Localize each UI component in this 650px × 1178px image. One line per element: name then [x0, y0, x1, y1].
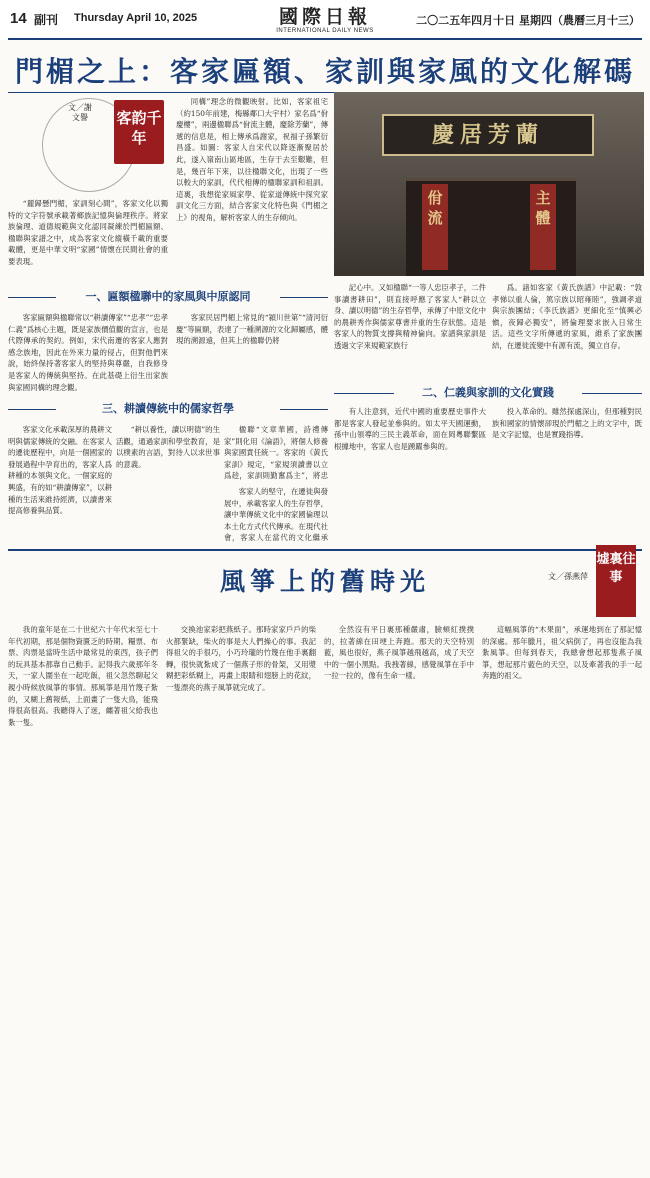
- article2-column-2: 交換池家彩把燕紙子。那時家家戶戶的柴火都緊缺，柴火的事是大人們操心的事。我記得祖父的手很巧，小巧玲瓏的竹篾在他手裏翻轉，很快就紮成了一個燕子形的骨架，又用漿糊把彩紙糊上，再畫上眼睛和翅膀上的花紋，一隻漂亮的燕子風箏就完成了。: [166, 625, 316, 692]
- logo-english: INTERNATIONAL DAILY NEWS: [276, 28, 374, 34]
- article2-column-3: 全然沒有平日裏那種嚴肅，臉頰紅撲撲的，拉著線在田埂上奔跑。那天的天空特別藍，風也很好，燕子風箏越飛越高，成了天空中的一個小黑點。我拽著線，感覺風箏在手中一拉一拉的，像有生命一樣。: [324, 625, 474, 681]
- article2-column-1: 我的童年是在二十世紀六十年代末至七十年代初期，那是個物資匱乏的時期。糧票、布票、肉票是當時生活中最常見的東西，孩子們的玩具基本都靠自己動手。記得我六歲那年冬天，一家人圍坐在一起吃飯，祖父忽然聊起父親小時候放風箏的事情。那風箏是用竹篾子紮的，又糊上舊報紙，上面畫了一隻大鳥，能飛得很高很高。我聽得入了迷，纏著祖父給我也紮一隻。: [8, 625, 158, 727]
- section1-title: 一、匾額楹聯中的家風與中原認同: [8, 288, 328, 306]
- logo-chinese: 國際日報: [278, 6, 371, 28]
- article1-column-4: 爲。諸如客家《黃氏族譜》中記載：“敦孝悌以重人倫，篤宗族以昭雍睦”，強調孝道與宗族團結；《李氏族譜》更細化至“慎興必愼，夜歸必獨安”，將倫理要求嵌入日常生活。這些文字所傳遞的家風，維系了家族團結，在遷徙流變中有源有流，獨立自存。: [492, 283, 642, 350]
- date-chinese: 二〇二五年四月十日 星期四（農曆三月十三）: [416, 14, 640, 27]
- section1-column-b: 客家民居門楣上常見的“潁川世第”“清河衍慶”等匾額，表達了一種溯源的文化歸屬感，體現的溯源遠，但其上的楹聯仍將: [176, 313, 328, 346]
- photo-plaque: 慶居芳蘭: [382, 114, 594, 156]
- photo-couplet-left: 佾流: [422, 184, 448, 270]
- section-name: 副刊: [34, 13, 59, 27]
- photo-couplet-right: 主體: [530, 184, 556, 270]
- section2-column-a: 有人注意到，近代中國的重要歷史事件大都是客家人發起並參與的。如太平天國運動，孫中山領導的三民主義革命，面在岡粵聯繫區根據地中，客家人也是踴躍參與的。: [334, 407, 486, 451]
- newspaper-logo: [262, 6, 388, 34]
- section3-column-a: 客家文化承載深厚的農耕文明與儒家傳統的交融。在客家人的遷徙歷程中，向是一個國家的發展過程中孕育出的，客家人爲耕種的本領與文化。一個家庭的興盛，有的如“耕讀傳家”，以耕種的生活來維持經濟，以讀書來提高修養與品質。: [8, 425, 112, 516]
- section2-title: 二、仁義與家訓的文化實踐: [334, 384, 642, 402]
- page-number: 14: [10, 10, 27, 27]
- article1-column-2: 同構”理念的微觀映射。比如，客家祖宅（約150年前建，梅縣鄰口大宇村）家名爲“佾慶樓”，兩邊楹聯爲“佾流主體，慶除芳蘭”，傳遞的信息是，相上傳承爲謝家，祝福子孫繁衍昌盛。如圖：客家人自宋代以降逐漸聚居於此，遂入嶺南山區地區，生存于去至艱難，但是，幾百年下來，以往楹聯文化，出現了一些以較大的家訓，代代相傳的楹聯家訓和祖訓。這裏，我想從家風家學、從家道傳統中探究家訓文化三方面，結合客家文化特色與《門楣之上》的視角，解析客家人的生存傾向。: [176, 97, 328, 222]
- article1-column-badge: 客韵千年: [114, 100, 164, 164]
- section3-column-c: 楹聯“文章華國，詩禮傳家”則化用《論語》，將個人修養與家國責任統一。客家的《黃氏家訓》規定，“家規須讀書以立爲趁，家訓則勤奮爲主”，將忠: [224, 425, 328, 481]
- section2-column-b: 投入革命的。雖然探處深山，但那種對民族和國家的情懷卻現於門楣之上的文字中，既是文字記憶，也是實踐指導。: [492, 407, 642, 440]
- article2-headline: 風箏上的舊時光: [219, 567, 430, 596]
- article-separator: [8, 549, 642, 551]
- date-english: Thursday April 10, 2025: [74, 12, 198, 24]
- header-rule: [8, 38, 642, 40]
- section1-column-a: 客家匾額與楹聯常以“耕讀傳家”“忠孝”“忠孝仁義”爲核心主題，既是家族價值觀的宣言，也是代際傳承的契約。例如，宋代南遷的客家人應對感念族地，因此在外來力量的侵占，但對他們來說，始終保持著客家人的堅持與尊嚴，自我修身是客家人的傳統與堅持。在此基礎上衍生出家族與家國同構的理念觀。: [8, 313, 168, 392]
- article2-byline: 文／孫燕萍: [548, 572, 588, 581]
- article1-intro: “麗歸懸門楣，家訓刻心間”，客家文化以獨特的文字符號承載著鄉族記憶與倫理秩序。將家族倫理、道德規範與文化認同凝練於門楣匾額、楹聯與家譜之中，成為客家文化縱橫千載的重要載體，更是中華文明“家國”情懷在民間社會的重要表現。: [8, 199, 168, 266]
- article1-photo: [334, 92, 644, 276]
- section3-column-d: 客家人的堅守，在遷徙與發展中，承載客家人的生存哲學，讓中華傳統文化中的家國倫理以本土化方式代代傳承。在現代社會，客家人在當代的文化繼承: [224, 487, 328, 543]
- masthead: [0, 0, 650, 40]
- article1-column-3: 記心中。又如楹聯“一等人忠臣孝子，二件事讀書耕田”，則直接呼應了客家人“耕以立身、讀以明德”的生存哲學，承傳了中原文化中的農耕秀作與儒家尊書并重的生存狀態。這是客家人的物質支撐與精神倫向。家譜與家訓是透過文字來規範家族行: [334, 283, 486, 350]
- article2-column-badge: 墟裏往事: [596, 545, 636, 617]
- article1-byline: 文／謝文譽: [68, 103, 92, 122]
- section3-title: 三、耕讀傳統中的儒家哲學: [8, 400, 328, 418]
- article2-column-4: 這幅風箏的“木果面”，承運地到在了那記憶的深處。那年臘月，祖父病倒了，再也沒能為我紮風箏。但每到春天，我總會想起那隻燕子風箏，想起那片藍色的天空，以及牽著我的手一起奔跑的祖父。: [482, 625, 642, 681]
- section3-column-b: “耕以養性，讀以明德”的生活觀，通過家訓和學堂教育，是以樸素的言語，對待人以求世事的意義。: [116, 425, 220, 469]
- article1-headline: 門楣之上：客家匾額、家訓與家風的文化解碼: [14, 55, 635, 88]
